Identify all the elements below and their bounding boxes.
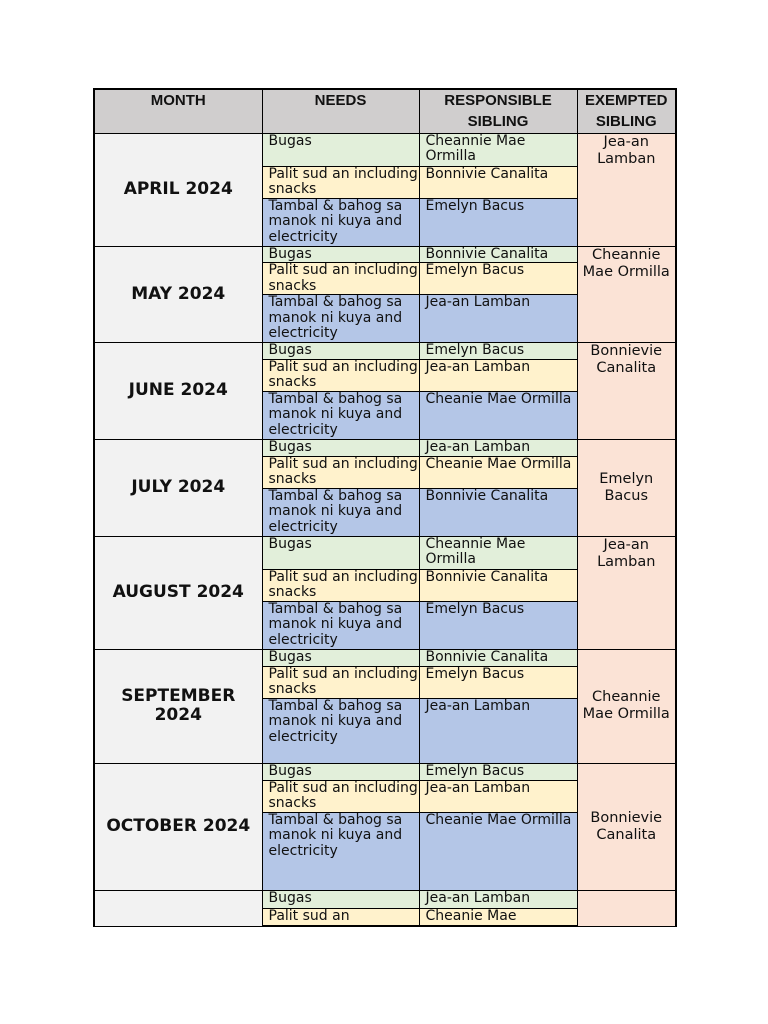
need-cell: Palit sud an including snacks — [262, 666, 419, 698]
need-cell: Bugas — [262, 133, 419, 166]
need-cell: Bugas — [262, 649, 419, 666]
table-row — [94, 649, 676, 666]
responsible-cell: Emelyn Bacus — [419, 666, 577, 698]
need-cell: Bugas — [262, 343, 419, 360]
month-cell: OCTOBER 2024 — [94, 763, 262, 890]
need-cell: Palit sud an including snacks — [262, 359, 419, 391]
responsible-cell: Emelyn Bacus — [419, 198, 577, 246]
table-row — [94, 890, 676, 908]
exempted-cell: Emelyn Bacus — [577, 439, 676, 536]
need-cell: Palit sud an including snacks — [262, 263, 419, 295]
table-row — [94, 763, 676, 780]
exempted-cell — [577, 890, 676, 926]
responsible-cell: Bonnivie Canalita — [419, 649, 577, 666]
exempted-cell: Cheannie Mae Ormilla — [577, 246, 676, 343]
need-cell: Tambal & bahog sa manok ni kuya and electricity — [262, 391, 419, 439]
exempted-cell: Jea-an Lamban — [577, 133, 676, 246]
exempted-cell: Bonnievie Canalita — [577, 763, 676, 890]
need-cell: Palit sud an including snacks — [262, 569, 419, 601]
need-cell: Bugas — [262, 246, 419, 263]
responsible-cell: Cheannie Mae Ormilla — [419, 536, 577, 569]
responsible-cell: Cheanie Mae Ormilla — [419, 456, 577, 488]
exempted-cell: Cheannie Mae Ormilla — [577, 649, 676, 763]
need-cell: Tambal & bahog sa manok ni kuya and electricity — [262, 488, 419, 536]
responsible-cell: Jea-an Lamban — [419, 359, 577, 391]
need-cell: Palit sud an including snacks — [262, 456, 419, 488]
header-needs: NEEDS — [262, 89, 419, 133]
header-responsible: RESPONSIBLE SIBLING — [419, 89, 577, 133]
need-cell: Tambal & bahog sa manok ni kuya and electricity — [262, 812, 419, 890]
month-cell: JUNE 2024 — [94, 343, 262, 440]
need-cell: Bugas — [262, 536, 419, 569]
month-cell — [94, 890, 262, 926]
sibling-schedule-table — [93, 88, 677, 927]
need-cell: Tambal & bahog sa manok ni kuya and electricity — [262, 698, 419, 763]
responsible-cell: Bonnivie Canalita — [419, 488, 577, 536]
responsible-cell: Emelyn Bacus — [419, 601, 577, 649]
need-cell: Palit sud an — [262, 908, 419, 926]
need-cell: Tambal & bahog sa manok ni kuya and electricity — [262, 198, 419, 246]
schedule-body — [94, 133, 676, 926]
need-cell: Bugas — [262, 439, 419, 456]
table-row — [94, 439, 676, 456]
month-cell: JULY 2024 — [94, 439, 262, 536]
responsible-cell: Emelyn Bacus — [419, 263, 577, 295]
table-row — [94, 343, 676, 360]
need-cell: Palit sud an including snacks — [262, 780, 419, 812]
table-row — [94, 536, 676, 569]
need-cell: Palit sud an including snacks — [262, 166, 419, 198]
responsible-cell: Jea-an Lamban — [419, 890, 577, 908]
month-cell: AUGUST 2024 — [94, 536, 262, 649]
need-cell: Bugas — [262, 890, 419, 908]
header-month: MONTH — [94, 89, 262, 133]
responsible-cell: Cheanie Mae Ormilla — [419, 391, 577, 439]
month-cell: APRIL 2024 — [94, 133, 262, 246]
exempted-cell: Bonnievie Canalita — [577, 343, 676, 440]
exempted-cell: Jea-an Lamban — [577, 536, 676, 649]
need-cell: Bugas — [262, 763, 419, 780]
responsible-cell: Emelyn Bacus — [419, 343, 577, 360]
table-row — [94, 246, 676, 263]
header-exempted: EXEMPTED SIBLING — [577, 89, 676, 133]
responsible-cell: Cheanie Mae Ormilla — [419, 812, 577, 890]
need-cell: Tambal & bahog sa manok ni kuya and electricity — [262, 601, 419, 649]
month-cell: SEPTEMBER 2024 — [94, 649, 262, 763]
responsible-cell: Jea-an Lamban — [419, 439, 577, 456]
responsible-cell: Emelyn Bacus — [419, 763, 577, 780]
header-row — [94, 89, 676, 133]
need-cell: Tambal & bahog sa manok ni kuya and electricity — [262, 295, 419, 343]
responsible-cell: Bonnivie Canalita — [419, 246, 577, 263]
responsible-cell: Bonnivie Canalita — [419, 569, 577, 601]
responsible-cell: Jea-an Lamban — [419, 780, 577, 812]
responsible-cell: Bonnivie Canalita — [419, 166, 577, 198]
responsible-cell: Jea-an Lamban — [419, 698, 577, 763]
responsible-cell: Jea-an Lamban — [419, 295, 577, 343]
month-cell: MAY 2024 — [94, 246, 262, 343]
table-row — [94, 133, 676, 166]
responsible-cell: Cheannie Mae Ormilla — [419, 133, 577, 166]
responsible-cell: Cheanie Mae — [419, 908, 577, 926]
